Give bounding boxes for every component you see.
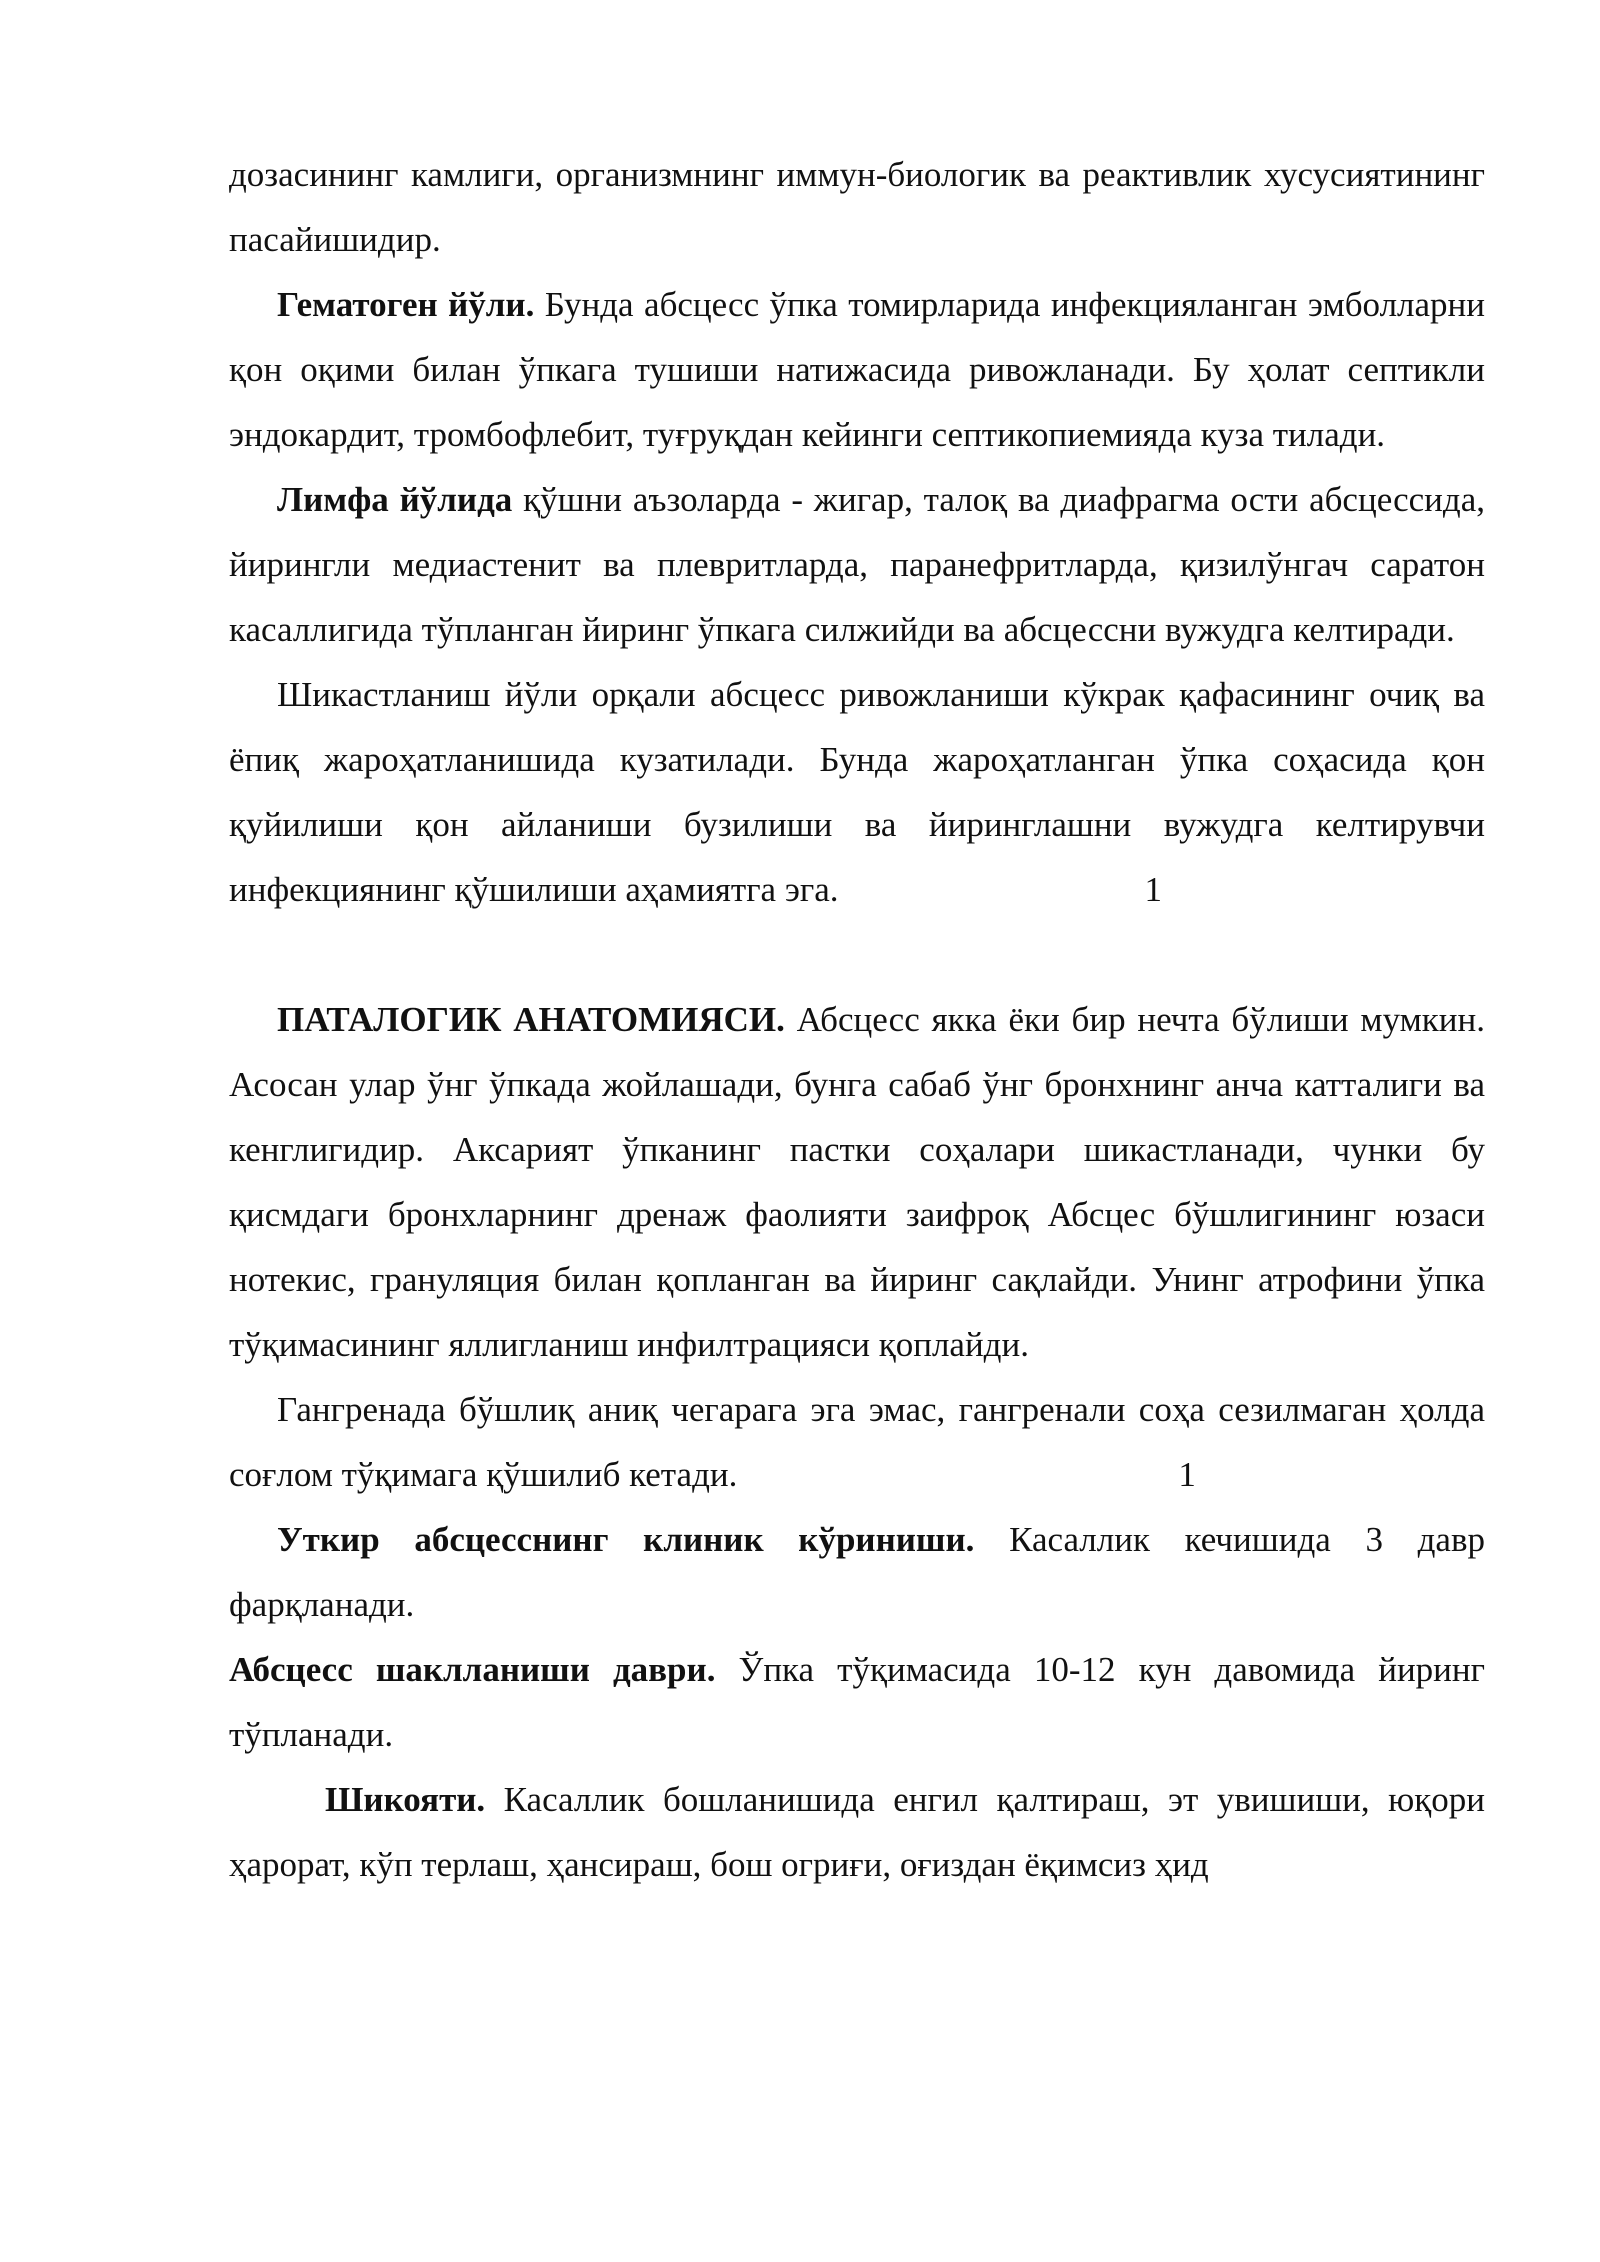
paragraph-hematogenous-route xyxy=(229,272,1485,467)
paragraph-text: дозасининг камлиги, организмнинг иммун-биологик ва реактивлик хусусиятининг пасайишидир. xyxy=(229,155,1485,259)
paragraph-complaints xyxy=(229,1767,1485,1897)
paragraph-heading: Абсцесс шаклланиши даври. xyxy=(229,1650,716,1689)
section-heading: ПАТАЛОГИК АНАТОМИЯСИ. xyxy=(277,1000,785,1039)
footnote-marker: 1 xyxy=(1178,1455,1196,1494)
paragraph-abscess-formation xyxy=(229,1637,1485,1767)
paragraph-pathological-anatomy xyxy=(229,987,1485,1377)
paragraph-clinical-picture xyxy=(229,1507,1485,1637)
paragraph-trauma-route xyxy=(229,662,1485,922)
paragraph-heading: Шикояти. xyxy=(325,1780,486,1819)
paragraph-lymphatic-route xyxy=(229,467,1485,662)
paragraph-text: Гангренада бўшлиқ аниқ чегарага эга эмас, гангренали соҳа сезилмаган ҳолда соғлом тўқимага қўшилиб кетади. xyxy=(229,1390,1485,1494)
paragraph-heading: Гематоген йўли. xyxy=(277,285,535,324)
paragraph-text: Ўпка тўқимасида 10-12 кун давомида йиринг тўпланади. xyxy=(229,1650,1485,1754)
paragraph-gangrene xyxy=(229,1377,1485,1507)
document-page xyxy=(229,142,1485,1897)
paragraph-text: Касаллик кечишида 3 давр фарқланади. xyxy=(229,1520,1485,1624)
paragraph-continuation xyxy=(229,142,1485,272)
footnote-marker: 1 xyxy=(1144,870,1162,909)
paragraph-text: Шикастланиш йўли орқали абсцесс ривожланиши кўкрак қафасининг очиқ ва ёпиқ жароҳатланишида кузатилади. Бунда жароҳатланган ўпка соҳасида қон қуйилиши қон айланиши бузилиши ва йиринглашни вужудга келтирувчи инфекциянинг қўшилиши аҳамиятга эга. xyxy=(229,675,1485,909)
paragraph-heading: Лимфа йўлида xyxy=(277,480,513,519)
paragraph-heading: Уткир абсцесснинг клиник кўриниши. xyxy=(277,1520,975,1559)
paragraph-text: Бунда абсцесс ўпка томирларида инфекцияланган эмболларни қон оқими билан ўпкага тушиши натижасида ривожланади. Бу ҳолат септикли эндокардит, тромбофлебит, туғруқдан кейинги септикопиемияда куза тилади. xyxy=(229,285,1485,454)
paragraph-text: Абсцесс якка ёки бир нечта бўлиши мумкин. Асосан улар ўнг ўпкада жойлашади, бунга сабаб ўнг бронхнинг анча катталиги ва кенглигидир. Аксарият ўпканинг пастки соҳалари шикастланади, чунки бу қисмдаги бронхларнинг дренаж фаолияти заифроқ Абсцес бўшлигининг юзаси нотекис, грануляция билан қопланган ва йиринг сақлайди. Унинг атрофини ўпка тўқимасининг яллигланиш инфилтрацияси қоплайди. xyxy=(229,1000,1485,1364)
paragraph-text: қўшни аъзоларда - жигар, талоқ ва диафрагма ости абсцессида, йирингли медиастенит ва плевритларда, паранефритларда, қизилўнгач саратон касаллигида тўпланган йиринг ўпкага силжийди ва абсцессни вужудга келтиради. xyxy=(229,480,1485,649)
paragraph-text: Касаллик бошланишида енгил қалтираш, эт увишиши, юқори ҳарорат, кўп терлаш, ҳансираш, бош огриғи, оғиздан ёқимсиз ҳид xyxy=(229,1780,1485,1884)
blank-line xyxy=(229,922,1485,987)
